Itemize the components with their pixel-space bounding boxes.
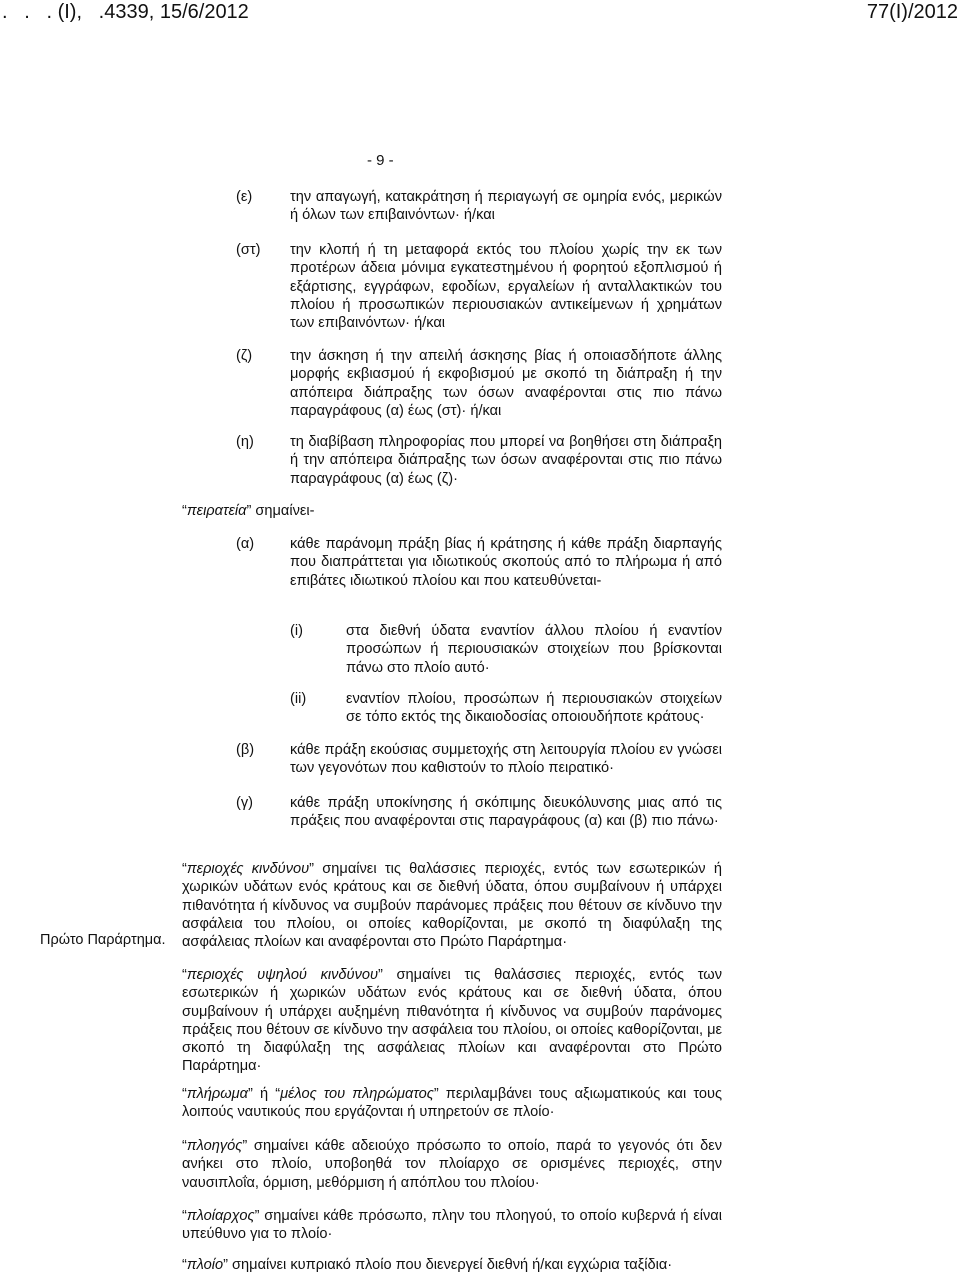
margin-note: Πρώτο Παράρτημα. <box>40 932 166 948</box>
subitem-text-1: στα διεθνή ύδατα εναντίον άλλου πλοίου ή εναντίον προσώπων ή περιουσιακών στοιχείων που βρίσκονται πάνω στο πλοίο αυτό· <box>346 623 722 676</box>
item-label-i: (η) <box>236 434 254 450</box>
item-text-st: την κλοπή ή τη μεταφορά εκτός του πλοίου χωρίς την εκ των προτέρων άδεια μόνιμα εγκατεστημένου ή φορητού εξοπλισμού ή εξάρτισης, εγγράφων, εφοδίων, εργαλείων ή ανταλλακτικών του πλοίου ή προσωπικών περιουσιακών αντικείμενων ή χρημάτων των επιβαινόντων· ή/και <box>290 242 722 332</box>
item-text-i: τη διαβίβαση πληροφορίας που μπορεί να βοηθήσει στη διάπραξη ή την απόπειρα διάπραξης των όσων αναφέρονται στις πιο πάνω παραγράφους (α) έως (ζ)· <box>290 434 722 487</box>
definition-risk-areas: “περιοχές κινδύνου” σημαίνει τις θαλάσσιες περιοχές, εντός των εσωτερικών ή χωρικών υδάτων ενός κράτους και σε διεθνή ύδατα, όπου συμβαίνουν ή υπάρχει πιθανότητα ή κίνδυνος να συμβούν παράνομες πράξεις που θέτουν σε κίνδυνο την ασφάλεια του πλοίου, οι οποίες καθορίζονται, με σκοπό τη διαφύλαξη της ασφάλειας πλοίων και αναφέρονται στο Πρώτο Παράρτημα· <box>182 861 722 951</box>
definition-high-risk-areas: “περιοχές υψηλού κινδύνου” σημαίνει τις θαλάσσιες περιοχές, εντός των εσωτερικών ή χωρικών υδάτων ενός κράτους και σε διεθνή ύδατα, όπου συμβαίνουν ή υπάρχει αυξημένη πιθανότητα ή κίνδυνος να συμβούν παράνομες πράξεις που θέτουν σε κίνδυνο την ασφάλεια του πλοίου, οι οποίες καθορίζονται, με σκοπό τη διαφύλαξη της ασφάλειας πλοίων και αναφέρονται στο Πρώτο Παράρτημα· <box>182 967 722 1075</box>
subitem-label-2: (ii) <box>290 691 307 707</box>
item-text-g: κάθε πράξη υποκίνησης ή σκόπιμης διευκόλυνσης μιας από τις πράξεις που αναφέρονται στις παραγράφους (α) και (β) πιο πάνω· <box>290 795 722 830</box>
item-label-e: (ε) <box>236 189 253 205</box>
header-right: 77(Ι)/2012 <box>866 1 958 23</box>
definition-crew: “πλήρωμα” ή “μέλος του πληρώματος” περιλαμβάνει τους αξιωματικούς και τους λοιπούς ναυτικούς που εργάζονται ή υπηρετούν σε πλοίο· <box>182 1086 723 1121</box>
header-left: . . . (Ι), .4339, 15/6/2012 <box>2 1 249 23</box>
item-label-z: (ζ) <box>236 348 253 364</box>
page-number: - 9 - <box>367 152 394 169</box>
definition-ship: “πλοίο” σημαίνει κυπριακό πλοίο που διενεργεί διεθνή ή/και εγχώρια ταξίδια· <box>182 1257 673 1273</box>
piracy-term: πειρατεία <box>186 503 247 519</box>
definition-pilot: “πλοηγός” σημαίνει κάθε αδειούχο πρόσωπο το οποίο, παρά το γεγονός ότι δεν ανήκει στο πλοίο, υποβοηθά τον πλοίαρχο σε ορισμένες περιοχές, στην ναυσιπλοΐα, όρμιση, μεθόρμιση ή απόπλου του πλοίου· <box>182 1138 722 1191</box>
item-label-g: (γ) <box>236 795 254 811</box>
item-text-e: την απαγωγή, κατακράτηση ή περιαγωγή σε ομηρία ενός, μερικών ή όλων των επιβαινόντων· ή/και <box>290 189 722 224</box>
definition-master: “πλοίαρχος” σημαίνει κάθε πρόσωπο, πλην του πλοηγού, το οποίο κυβερνά ή είναι υπεύθυνο για το πλοίο· <box>182 1208 722 1243</box>
item-text-a: κάθε παράνομη πράξη βίας ή κράτησης ή κάθε πράξη διαρπαγής που διαπράττεται για ιδιωτικούς σκοπούς από το πλήρωμα ή από επιβάτες ιδιωτικού πλοίου και που κατευθύνεται- <box>290 536 722 589</box>
item-label-b: (β) <box>236 742 255 758</box>
item-label-st: (στ) <box>236 242 261 258</box>
item-text-b: κάθε πράξη εκούσιας συμμετοχής στη λειτουργία πλοίου εν γνώσει των γεγονότων που καθιστούν το πλοίο πειρατικό· <box>290 742 722 777</box>
item-text-z: την άσκηση ή την απειλή άσκησης βίας ή οποιασδήποτε άλλης μορφής εκβιασμού ή εκφοβισμού με σκοπό τη διάπραξη ή την απόπειρα διάπραξης των όσων αναφέρονται στις πιο πάνω παραγράφους (α) έως (στ)· ή/και <box>290 348 722 419</box>
item-label-a: (α) <box>236 536 255 552</box>
piracy-definition-intro: “πειρατεία” σημαίνει- <box>182 503 315 519</box>
subitem-label-1: (i) <box>290 623 303 639</box>
subitem-text-2: εναντίον πλοίου, προσώπων ή περιουσιακών στοιχείων σε τόπο εκτός της δικαιοδοσίας οποιουδήποτε κράτους· <box>346 691 722 726</box>
